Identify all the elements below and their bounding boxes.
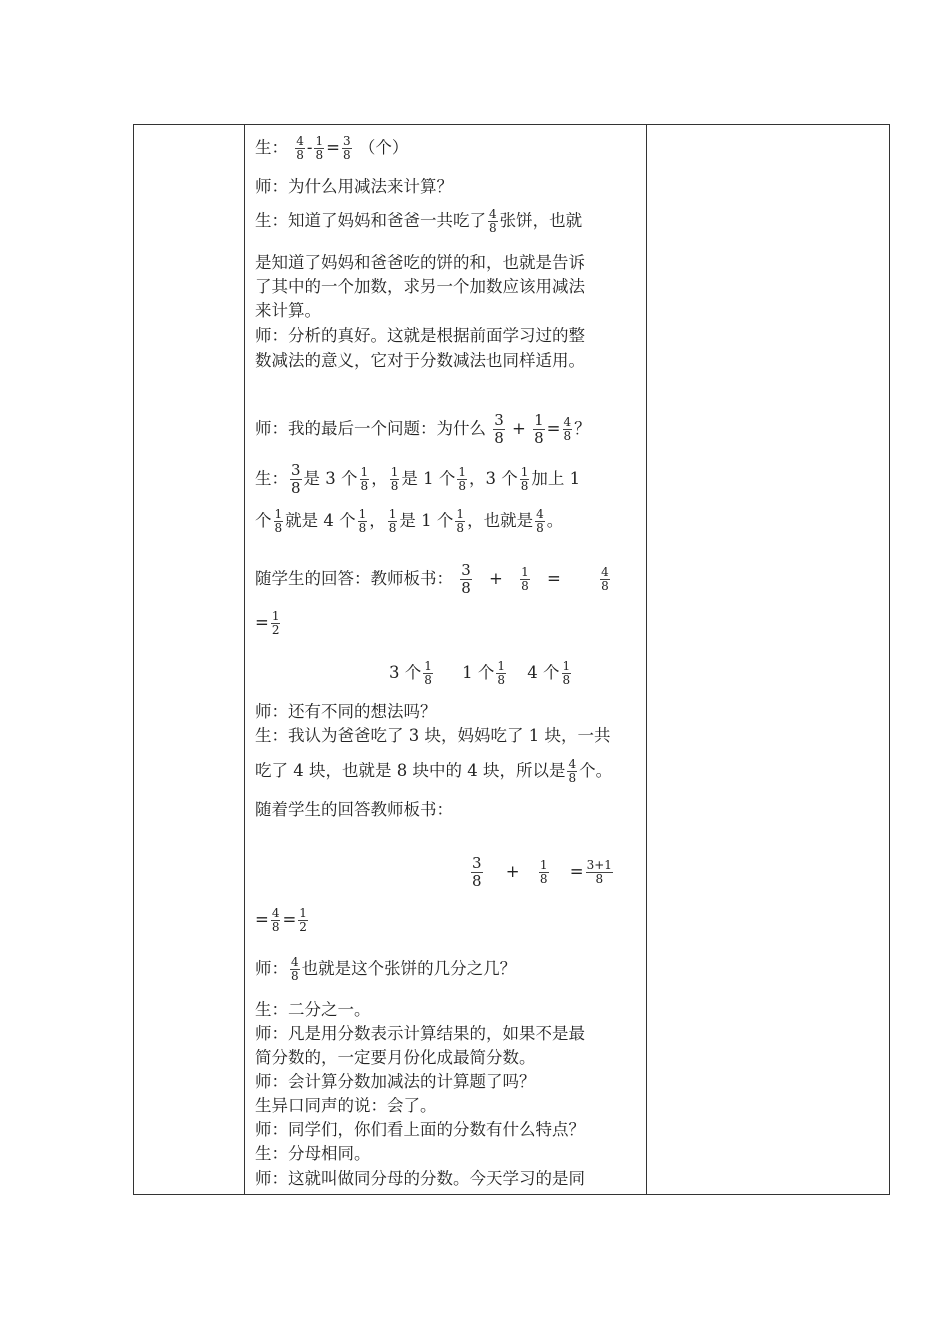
fraction-4-8: $\frac{4}{8}$ xyxy=(271,906,280,934)
fraction-4-8: $\frac{4}{8}$ xyxy=(563,415,572,443)
fraction-1-8: $\frac{1}{8}$ xyxy=(458,465,466,493)
fraction-1-8: $\frac{1}{8}$ xyxy=(424,659,432,687)
line-7: 师：分析的真好。这就是根据前面学习过的整 xyxy=(255,326,585,345)
fraction-1-8: $\frac{1}{8}$ xyxy=(358,507,367,535)
lesson-content-column xyxy=(255,125,647,1194)
line-17: 随着学生的回答教师板书： xyxy=(255,800,453,819)
line-18: 师： $\frac{4}{8}$ 也就是这个张饼的几分之几？ xyxy=(255,955,517,983)
line-22: 师：会计算分数加减法的计算题了吗？ xyxy=(255,1072,536,1091)
line-2: 师：为什么用减法来计算？ xyxy=(255,177,453,196)
line-12: 随学生的回答：教师板书： $\frac{3}{8}$ + $\frac{1}{8}$ = $\frac{4}{8}$ xyxy=(255,561,609,597)
fraction-4-8: $\frac{4}{8}$ xyxy=(291,955,299,983)
fraction-1-8: $\frac{1}{8}$ xyxy=(497,659,506,687)
fraction-3-8: $\frac{3}{8}$ xyxy=(461,561,471,597)
line-17c: = $\frac{4}{8}$ = $\frac{1}{2}$ xyxy=(255,906,307,934)
fraction-1-8: $\frac{1}{8}$ xyxy=(360,465,369,493)
fraction-1-8: $\frac{1}{8}$ xyxy=(456,507,465,535)
fraction-3-8: $\frac{3}{8}$ xyxy=(291,461,301,497)
column-divider-left xyxy=(244,125,245,1194)
fraction-3-8: $\frac{3}{8}$ xyxy=(342,134,351,162)
fraction-1-8: $\frac{1}{8}$ xyxy=(388,507,397,535)
fraction-1-8: $\frac{1}{8}$ xyxy=(520,465,529,493)
line-23: 生异口同声的说：会了。 xyxy=(255,1096,437,1115)
line-17b: $\frac{3}{8}$ + $\frac{1}{8}$ = $\frac{3+1}{8}$ xyxy=(472,854,612,890)
fraction-1-2: $\frac{1}{2}$ xyxy=(271,609,280,637)
fraction-1-8: $\frac{1}{8}$ xyxy=(390,465,399,493)
fraction-1-8: $\frac{1}{8}$ xyxy=(521,565,529,593)
fraction-1-8: $\frac{1}{8}$ xyxy=(534,411,544,447)
line-9: 师：我的最后一个问题：为什么 $\frac{3}{8}$ + $\frac{1}{8}$ = $\frac{4}{8}$ ？ xyxy=(255,411,591,447)
line-14: 师：还有不同的想法吗？ xyxy=(255,702,437,721)
line-12b: = $\frac{1}{2}$ xyxy=(255,609,280,637)
line-3: 生：知道了妈妈和爸爸一共吃了 $\frac{4}{8}$ 张饼，也就 xyxy=(255,207,583,235)
line-21: 简分数的，一定要月份化成最简分数。 xyxy=(255,1048,536,1067)
fraction-3-8: $\frac{3}{8}$ xyxy=(472,854,482,890)
line-6: 来计算。 xyxy=(255,301,321,320)
fraction-4-8: $\frac{4}{8}$ xyxy=(296,134,304,162)
fraction-1-2: $\frac{1}{2}$ xyxy=(299,906,307,934)
line-11: 个 $\frac{1}{8}$ 就是 4 个 $\frac{1}{8}$ ， $\frac{1}{8}$ 是 1 个 $\frac{1}{8}$ ，也就是 $\frac{4}{8}$ 。 xyxy=(255,507,564,535)
line-13: 3 个 $\frac{1}{8}$ 1 个 $\frac{1}{8}$ 4 个 $\frac{1}{8}$ xyxy=(389,659,571,687)
line-8: 数减法的意义，它对于分数减法也同样适用。 xyxy=(255,351,585,370)
line-16: 吃了 4 块，也就是 8 块中的 4 块，所以是 $\frac{4}{8}$ 个。 xyxy=(255,757,613,785)
fraction-1-8: $\frac{1}{8}$ xyxy=(274,507,283,535)
line-1: 生： $\frac{4}{8}$ - $\frac{1}{8}$ = $\frac{3}{8}$ （个） xyxy=(255,134,409,162)
fraction-4-8: $\frac{4}{8}$ xyxy=(536,507,544,535)
fraction-4-8: $\frac{4}{8}$ xyxy=(601,565,609,593)
fraction-4-8: $\frac{4}{8}$ xyxy=(568,757,577,785)
fraction-4-8: $\frac{4}{8}$ xyxy=(489,207,497,235)
line-10: 生： $\frac{3}{8}$ 是 3 个 $\frac{1}{8}$ ， $\frac{1}{8}$ 是 1 个 $\frac{1}{8}$ ，3 个 $\frac{1}{8}$ 加上 1 xyxy=(255,461,581,497)
line-4: 是知道了妈妈和爸爸吃的饼的和，也就是告诉 xyxy=(255,253,585,272)
line-24: 师：同学们，你们看上面的分数有什么特点？ xyxy=(255,1120,585,1139)
line-19: 生：二分之一。 xyxy=(255,1000,371,1019)
lesson-table xyxy=(133,124,890,1195)
fraction-3-8: $\frac{3}{8}$ xyxy=(494,411,504,447)
line-25: 生：分母相同。 xyxy=(255,1144,371,1163)
fraction-1-8: $\frac{1}{8}$ xyxy=(539,858,548,886)
fraction-1-8: $\frac{1}{8}$ xyxy=(315,134,324,162)
line-5: 了其中的一个加数，求另一个加数应该用减法 xyxy=(255,277,585,296)
line-20: 师：凡是用分数表示计算结果的，如果不是最 xyxy=(255,1024,585,1043)
fraction-1-8: $\frac{1}{8}$ xyxy=(562,659,571,687)
line-26: 师：这就叫做同分母的分数。今天学习的是同 xyxy=(255,1169,585,1188)
line-15: 生：我认为爸爸吃了 3 块，妈妈吃了 1 块，一共 xyxy=(255,726,611,745)
fraction-3plus1-8: $\frac{3+1}{8}$ xyxy=(586,858,612,886)
